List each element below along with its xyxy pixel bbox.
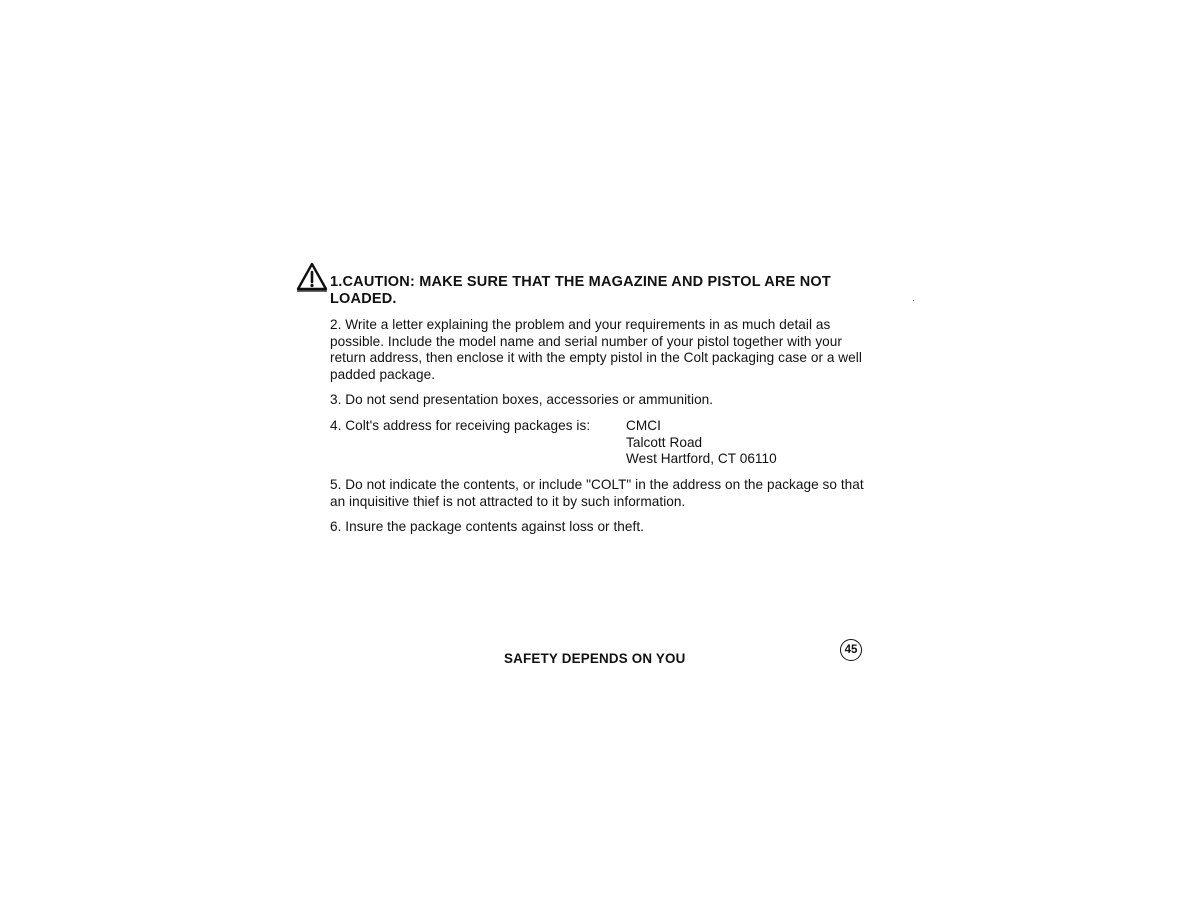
warning-triangle-icon (296, 262, 328, 292)
caution-heading: 1.CAUTION: MAKE SURE THAT THE MAGAZINE AND PISTOL ARE NOT LOADED. (330, 274, 831, 307)
instruction-item-4 (330, 418, 870, 468)
instruction-item-6: 6. Insure the package contents against loss or theft. (330, 519, 644, 534)
address-block (626, 418, 777, 468)
footer-title: SAFETY DEPENDS ON YOU (504, 651, 686, 666)
address-label: 4. Colt's address for receiving packages is: (330, 418, 591, 433)
address-line-1: CMCI (626, 418, 661, 433)
instruction-item-3: 3. Do not send presentation boxes, accessories or ammunition. (330, 392, 714, 407)
instruction-item-5: 5. Do not indicate the contents, or include "COLT" in the address on the package so that an inquisitive thief is not attracted to it by such information. (330, 477, 864, 509)
instruction-item-2: 2. Write a letter explaining the problem and your requirements in as much detail as possible. Include the model name and serial number of your pistol together with your return address, then enclose it with the empty pistol in the Colt packaging case or a well padded package. (330, 317, 862, 382)
page-number: 45 (844, 644, 858, 656)
page-number-badge (840, 639, 862, 661)
scan-speck (913, 300, 914, 301)
address-line-3: West Hartford, CT 06110 (626, 451, 777, 467)
address-line-2: Talcott Road (626, 434, 703, 450)
